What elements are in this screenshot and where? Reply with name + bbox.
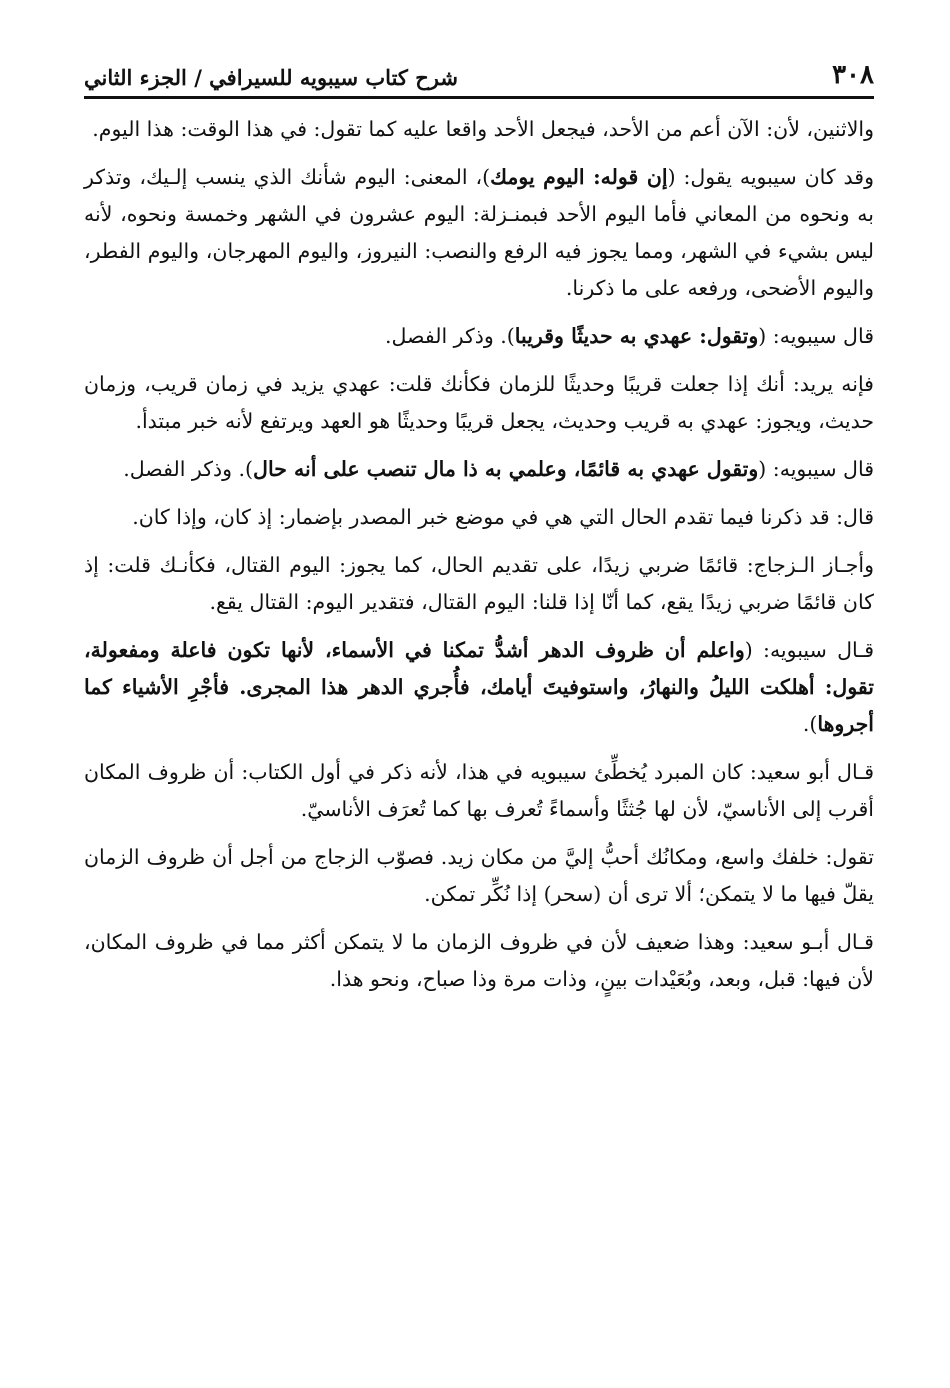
paragraph-2-rest: )، المعنى: اليوم شأنك الذي ينسب إلـيك، وتذكر به ونحوه من المعاني فأما اليوم الأحد فبمنـزلة: اليوم عشرون في الشهر وخمسة ونحوه، لأنه ليس بشيء في الشهر، ومما يجوز فيه الرفع والنصب: النيروز، واليوم المهرجان، واليوم الفطر، واليوم الأضحى، ورفعه على ما ذكرنا. — [84, 165, 874, 300]
paragraph-1: والاثنين، لأن: الآن أعم من الأحد، فيجعل الأحد واقعا عليه كما تقول: في هذا الوقت: هذا اليوم. — [92, 117, 874, 141]
paragraph-2-intro: وقد كان سيبويه يقول: ( — [667, 165, 874, 189]
paragraph-2-quote: إن قوله: اليوم يومك — [490, 165, 668, 189]
paragraph-7: وأجـاز الـزجاج: قائمًا ضربي زيدًا، على تقديم الحال، كما يجوز: اليوم القتال، فكأنـك قلت: إذ كان قائمًا ضربي زيدًا يقع، كما أنّا إذا قلنا: اليوم القتال، فتقدير اليوم: القتال يقع. — [84, 553, 874, 614]
page-number: ٣٠٨ — [832, 60, 874, 90]
paragraph-2 — [84, 159, 874, 307]
running-title: شرح كتاب سيبويه للسيرافي / الجزء الثاني — [84, 65, 458, 90]
paragraph-8-rest: ). — [802, 712, 818, 736]
paragraph-9: قـال أبو سعيد: كان المبرد يُخطِّئ سيبويه في هذا، لأنه ذكر في أول الكتاب: أن ظروف المكان أقرب إلى الأناسيّ، لأن لها جُثثًا وأسماءً تُعرف بها كما تُعرَف الأناسيّ. — [84, 760, 874, 821]
paragraph-5 — [84, 451, 874, 488]
paragraph-5-intro: قال سيبويه: ( — [758, 457, 874, 481]
paragraph-5-rest: ). وذكر الفصل. — [123, 457, 254, 481]
paragraph-8-quote: واعلم أن ظروف الدهر أشدُّ تمكنا في الأسماء، لأنها تكون فاعلة ومفعولة، تقول: أهلكت الليلُ والنهارُ، واستوفيتَ أيامك، فأُجري الدهر هذا المجرى. فأجْرِ الأشياء كما أجروها — [84, 638, 874, 736]
paragraph-5-quote: وتقول عهدي به قائمًا، وعلمي به ذا مال تنصب على أنه حال — [253, 457, 759, 481]
paragraph-8-intro: قـال سيبويه: ( — [744, 638, 875, 662]
paragraph-10: تقول: خلفك واسع، ومكانُك أحبُّ إليَّ من مكان زيد. فصوّب الزجاج من أجل أن ظروف الزمان يقلّ فيها ما لا يتمكن؛ ألا ترى أن (سحر) إذا نُكِّر تمكن. — [84, 845, 874, 906]
paragraph-8 — [84, 632, 874, 743]
page-header — [84, 40, 874, 88]
paragraph-6: قال: قد ذكرنا فيما تقدم الحال التي هي في موضع خبر المصدر بإضمار: إذ كان، وإذا كان. — [132, 505, 874, 529]
paragraph-3 — [84, 318, 874, 355]
book-page — [84, 40, 874, 1009]
paragraph-4: فإنه يريد: أنك إذا جعلت قريبًا وحديثًا للزمان فكأنك قلت: عهدي يزيد في زمان قريب، وزمان حديث، ويجوز: عهدي به قريب وحديث، يجعل قريبًا وحديثًا هو العهد ويرتفع لأنه خبر مبتدأ. — [84, 372, 874, 433]
paragraph-3-rest: ). وذكر الفصل. — [385, 324, 515, 348]
paragraph-3-intro: قال سيبويه: ( — [758, 324, 874, 348]
paragraph-11: قـال أبـو سعيد: وهذا ضعيف لأن في ظروف الزمان ما لا يتمكن أكثر مما في ظروف المكان، لأن فيها: قبل، وبعد، وبُعَيْدات بينٍ، وذات مرة وذا صباح، ونحو هذا. — [84, 930, 874, 991]
header-rule — [84, 96, 874, 99]
text-body — [84, 111, 874, 998]
paragraph-3-quote: وتقول: عهدي به حديثًا وقريبا — [514, 324, 759, 348]
